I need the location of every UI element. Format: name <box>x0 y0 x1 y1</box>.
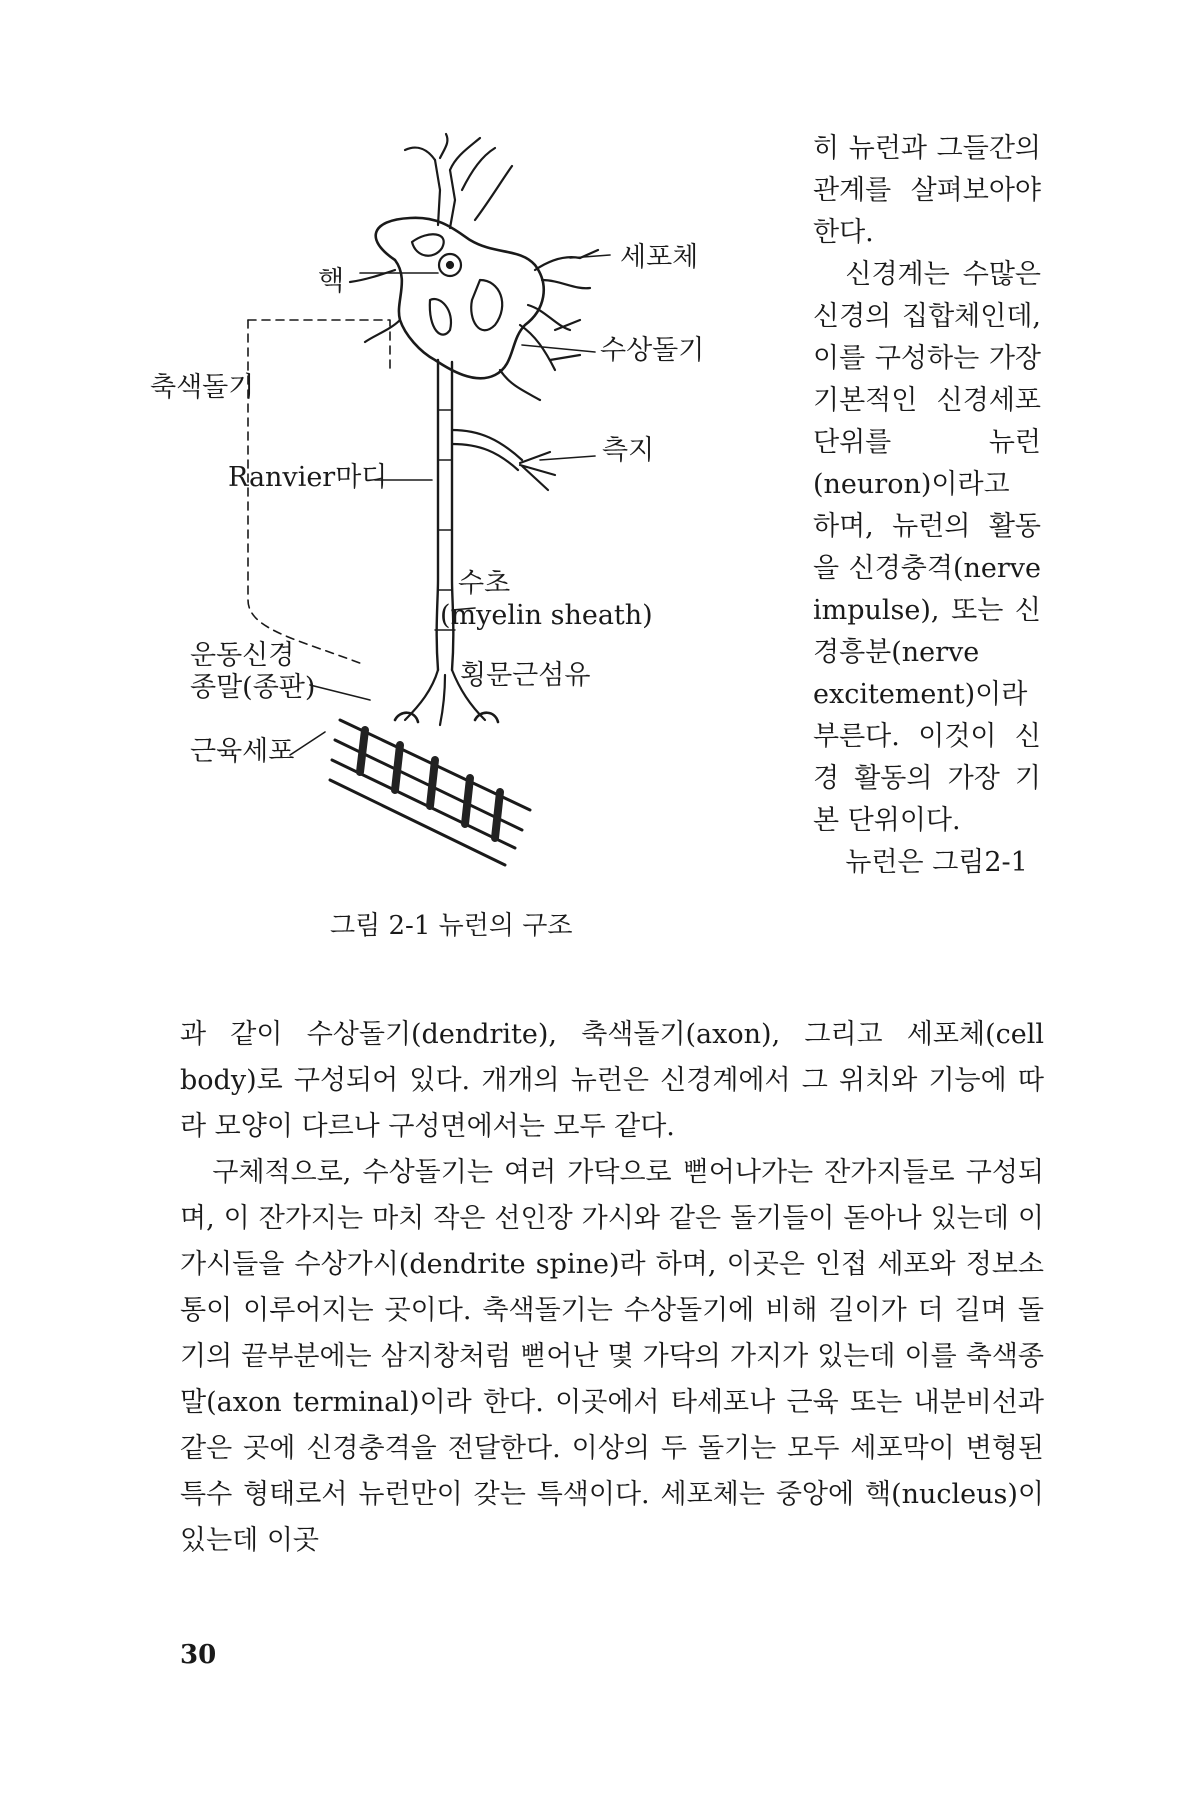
side-paragraph-3: 뉴런은 그림2-1 <box>845 847 1028 878</box>
body-text <box>180 1012 1044 1564</box>
side-paragraph-2: 신경계는 수많은 신경의 집합체인데, 이를 구성하는 가장 기본적인 신경세포 단위를 뉴런(neuron)이라고 하며, 뉴런의 활동을 신경충격(nerve impulse), 또는 신경흥분(nerve excitement)이라 부른다. 이것이 신경 활동의 가장 기본 단위이다. <box>813 259 1041 836</box>
side-paragraph-1: 히 뉴런과 그들간의 관계를 살펴보아야 한다. <box>813 133 1041 248</box>
side-text-column <box>813 128 1041 884</box>
label-myelin-ko: 수초 <box>458 568 511 599</box>
label-collateral: 측지 <box>602 435 655 466</box>
neuron-drawing <box>150 130 810 900</box>
neuron-figure <box>150 130 810 960</box>
page-number: 30 <box>180 1640 217 1670</box>
label-motor-end-1: 운동신경 <box>190 640 295 671</box>
label-axon: 축색돌기 <box>150 372 255 403</box>
label-cell-body: 세포체 <box>620 242 699 273</box>
figure-caption: 그림 2-1 뉴런의 구조 <box>330 911 573 941</box>
label-muscle-cell: 근육세포 <box>190 736 295 767</box>
label-ranvier: Ranvier마디 <box>228 462 388 493</box>
label-nucleus: 핵 <box>318 266 345 297</box>
body-paragraph-2: 구체적으로, 수상돌기는 여러 가닥으로 뻗어나가는 잔가지들로 구성되며, 이 잔가지는 마치 작은 선인장 가시와 같은 돌기들이 돋아나 있는데 이 가시들을 수상가시(dendrite spine)라 하며, 이곳은 인접 세포와 정보소통이 이루어지는 곳이다. 축색돌기는 수상돌기에 비해 길이가 더 길며 돌기의 끝부분에는 삼지창처럼 뻗어난 몇 가닥의 가지가 있는데 이를 축색종말(axon terminal)이라 한다. 이곳에서 타세포나 근육 또는 내분비선과 같은 곳에 신경충격을 전달한다. 이상의 두 돌기는 모두 세포막이 변형된 특수 형태로서 뉴런만이 갖는 특색이다. 세포체는 중앙에 핵(nucleus)이 있는데 이곳 <box>180 1157 1044 1556</box>
label-muscle-fiber: 횡문근섬유 <box>460 660 591 691</box>
body-paragraph-1: 과 같이 수상돌기(dendrite), 축색돌기(axon), 그리고 세포체(cell body)로 구성되어 있다. 개개의 뉴런은 신경계에서 그 위치와 기능에 따라 모양이 다르나 구성면에서는 모두 같다. <box>180 1019 1044 1142</box>
label-dendrite: 수상돌기 <box>600 335 705 366</box>
label-motor-end-2: 종말(종판) <box>190 672 316 703</box>
label-myelin-en: (myelin sheath) <box>440 600 653 631</box>
